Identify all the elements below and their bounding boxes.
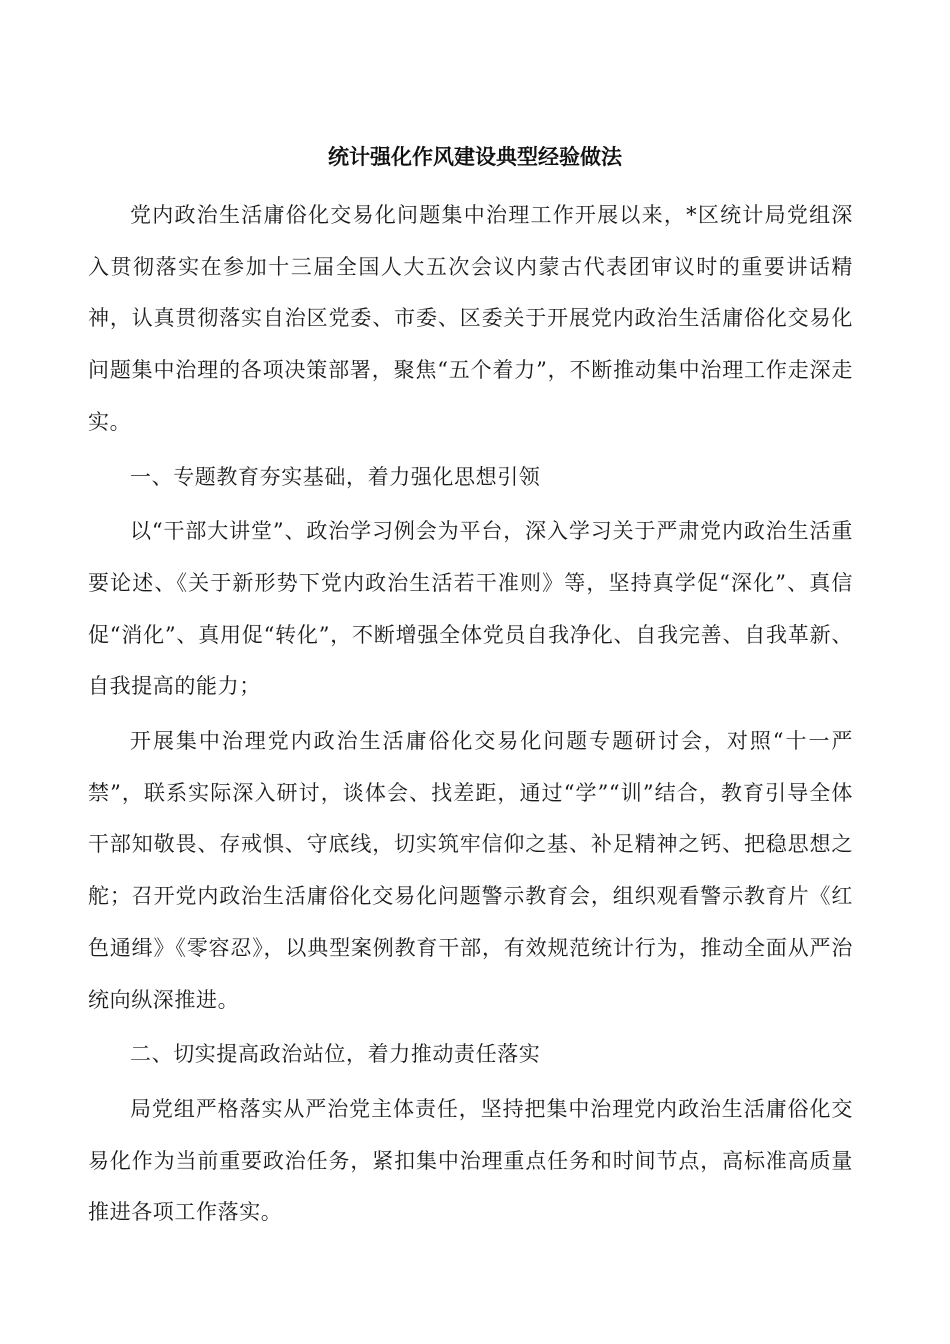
section-1-paragraph-1: 以“干部大讲堂”、政治学习例会为平台，深入学习关于严肃党内政治生活重要论述、《关于新形势下党内政治生活若干准则》等，坚持真学促“深化”、真信促“消化”、真用促“转化”，不断增强全体党员自我净化、自我完善、自我革新、自我提高的能力；	[88, 519, 853, 699]
section-heading-1: 一、专题教育夯实基础，着力强化思想引领	[130, 464, 541, 489]
section-heading-2: 二、切实提高政治站位，着力推动责任落实	[130, 1042, 541, 1067]
section-2-paragraph-1: 局党组严格落实从严治党主体责任，坚持把集中治理党内政治生活庸俗化交易化作为当前重要政治任务，紧扣集中治理重点任务和时间节点，高标准高质量推进各项工作落实。	[88, 1096, 853, 1225]
document-body	[88, 190, 853, 1242]
section-1-paragraph-2: 开展集中治理党内政治生活庸俗化交易化问题专题研讨会，对照“十一严禁”，联系实际深入研讨，谈体会、找差距，通过“学”“训”结合，教育引导全体干部知敬畏、存戒惧、守底线，切实筑牢信仰之基、补足精神之钙、把稳思想之舵；召开党内政治生活庸俗化交易化问题警示教育会，组织观看警示教育片《红色通缉》《零容忍》，以典型案例教育干部，有效规范统计行为，推动全面从严治统向纵深推进。	[88, 729, 853, 1012]
intro-paragraph: 党内政治生活庸俗化交易化问题集中治理工作开展以来，*区统计局党组深入贯彻落实在参加十三届全国人大五次会议内蒙古代表团审议时的重要讲话精神，认真贯彻落实自治区党委、市委、区委关于开展党内政治生活庸俗化交易化问题集中治理的各项决策部署，聚焦“五个着力”，不断推动集中治理工作走深走实。	[88, 203, 853, 434]
document-title: 统计强化作风建设典型经验做法	[328, 145, 622, 169]
